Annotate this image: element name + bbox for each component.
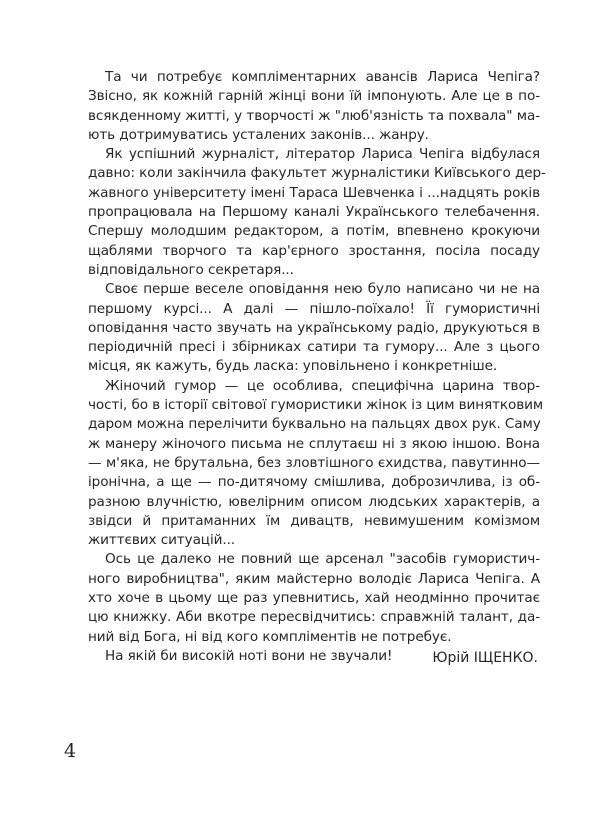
- text-line: — м'яка, не брутальна, без зловтішного єхидства, павутинно—: [88, 454, 540, 471]
- text-line: першому курсі... А далі — пішло-поїхало! Її гумористичні: [88, 300, 540, 317]
- text-line: Спершу молодшим редактором, а потім, впевнено крокуючи: [88, 223, 540, 240]
- text-line: оповідання часто звучать на українському радіо, друкуються в: [88, 319, 540, 336]
- article-body: [88, 68, 546, 666]
- text-line: ний від Бога, ні від кого компліментів не потребує.: [88, 628, 452, 645]
- text-line: пропрацювала на Першому каналі Українського телебачення.: [88, 204, 540, 221]
- text-line: На якій би високій ноті вони не звучали!: [105, 647, 393, 664]
- text-line: іронічна, а ще — по-дитячому смішлива, доброзичлива, із об-: [88, 474, 540, 491]
- text-line: звідси й притаманних їм дивацтв, невимушеним комізмом: [88, 512, 540, 529]
- text-line: життєвих ситуацій...: [88, 532, 236, 549]
- text-line: місця, як кажуть, будь ласка: уповільнено і конкретніше.: [88, 358, 498, 375]
- text-line: ного виробництва", яким майстерно володіє Лариса Чепіга. А: [88, 570, 540, 587]
- author-signature: Юрій ІЩЕНКО.: [432, 650, 538, 666]
- text-line: чості, бо в історії світової гумористики жінок із цим винятковим: [88, 397, 544, 414]
- text-line: Звісно, як кожній гарній жінці вони їй імпонують. Але це в по-: [88, 88, 540, 105]
- text-line: хто хоче в цьому ще раз упевнитись, хай неодмінно прочитає: [88, 590, 540, 607]
- text-line: давно: коли закінчила факультет журналістики Київського дер-: [88, 165, 546, 182]
- text-line: даром можна перелічити буквально на пальцях двох рук. Саму: [88, 416, 541, 433]
- text-line: всякденному житті, у творчості ж "люб'язність та похвала" ма-: [88, 107, 540, 124]
- text-line: жавного університету імені Тараса Шевченка і ...надцять років: [88, 184, 540, 201]
- text-line: Ось це далеко не повний ще арсенал "засобів гумористич-: [105, 551, 540, 568]
- paragraph: [88, 280, 540, 376]
- text-line: Та чи потребує компліментарних авансів Лариса Чепіга?: [105, 69, 540, 85]
- text-line: Жіночий гумор — це особлива, специфічна царина твор-: [105, 377, 540, 394]
- text-line: Своє перше веселе оповідання нею було написано чи не на: [105, 281, 540, 298]
- paragraph: [88, 68, 540, 145]
- page-number: 4: [64, 740, 77, 762]
- text-line: ють дотримуватись усталених законів... жанру.: [88, 126, 429, 143]
- text-line: ж манеру жіночого письма не сплутаєш ні з якою іншою. Вона: [88, 435, 540, 452]
- text-line: разною влучністю, ювелірним описом людських характерів, а: [88, 493, 540, 510]
- text-line: цю книжку. Аби вкотре пересвідчитись: справжній талант, да-: [88, 609, 540, 626]
- paragraph: [88, 145, 546, 280]
- text-line: періодичній пресі і збірниках сатири та гумору... Але з цього: [88, 339, 540, 356]
- paragraph: [88, 550, 540, 646]
- text-line: відповідального секретаря...: [88, 261, 294, 278]
- text-line: щаблями творчого та кар'єрного зростання, посіла посаду: [88, 242, 540, 259]
- text-line: Як успішний журналіст, літератор Лариса Чепіга відбулася: [105, 146, 540, 163]
- paragraph: [88, 377, 544, 551]
